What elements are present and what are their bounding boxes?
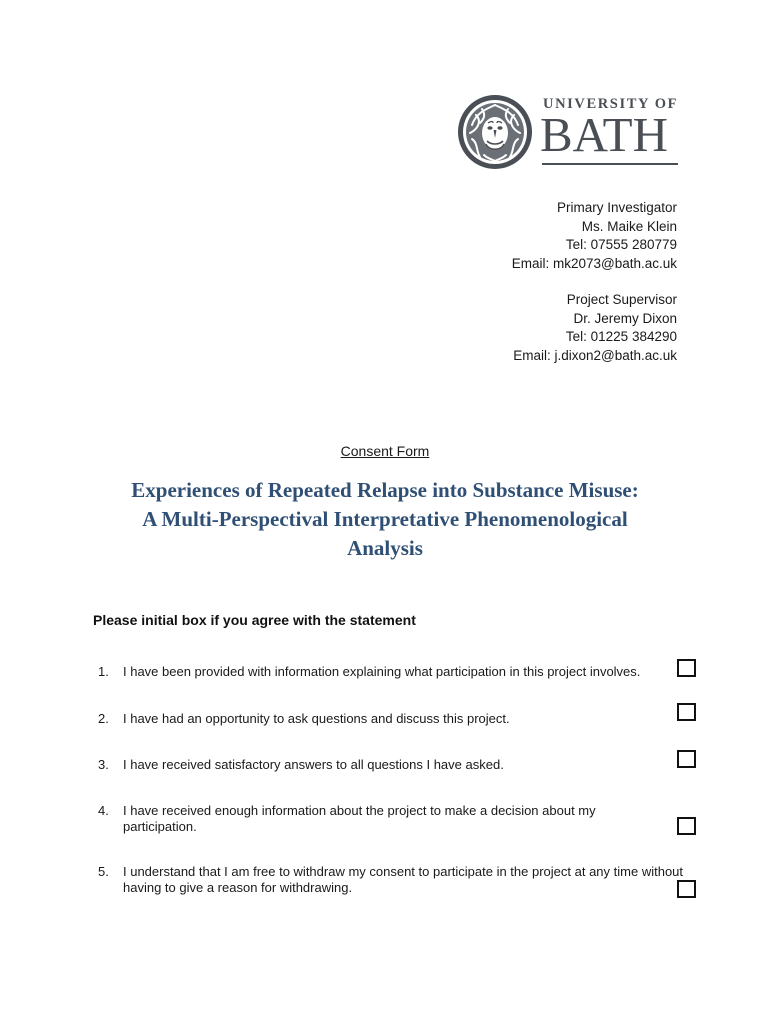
- contact-name: Ms. Maike Klein: [581, 218, 677, 234]
- logo-text-university-of: UNIVERSITY OF: [543, 96, 679, 112]
- consent-checkbox-3[interactable]: [677, 750, 696, 768]
- consent-checkbox-5[interactable]: [677, 880, 696, 898]
- statement-text: I have had an opportunity to ask questions and discuss this project.: [123, 711, 510, 726]
- contact-role: Project Supervisor: [566, 292, 677, 307]
- logo-text-bath: BATH: [540, 107, 668, 162]
- statement-number: 4.: [98, 803, 109, 818]
- statement-text: I have received satisfactory answers to all questions I have asked.: [123, 757, 504, 772]
- study-title: [70, 476, 700, 563]
- contact-email: Email: mk2073@bath.ac.uk: [511, 255, 677, 271]
- study-title-line: A Multi-Perspectival Interpretative Phenomenological: [142, 507, 628, 531]
- statement-text: I understand that I am free to withdraw my consent to participate in the project at any time without having to give a reason for withdrawing.: [123, 864, 684, 895]
- contact-name: Dr. Jeremy Dixon: [573, 310, 677, 326]
- primary-investigator-block: [317, 199, 677, 273]
- statement-number: 5.: [98, 864, 109, 879]
- study-title-line: Experiences of Repeated Relapse into Substance Misuse:: [131, 478, 639, 502]
- statement-text: I have received enough information about the project to make a decision about my participation.: [123, 803, 596, 834]
- statement-number: 2.: [98, 711, 109, 726]
- contact-email: Email: j.dixon2@bath.ac.uk: [513, 347, 677, 363]
- statement-number: 1.: [98, 664, 109, 679]
- contact-details: [317, 199, 677, 365]
- contact-tel: Tel: 01225 384290: [565, 329, 677, 344]
- consent-checkbox-1[interactable]: [677, 659, 696, 677]
- university-logo: [456, 93, 680, 171]
- contact-role: Primary Investigator: [556, 200, 677, 215]
- contact-tel: Tel: 07555 280779: [565, 237, 677, 252]
- consent-form-heading: Consent Form: [340, 443, 430, 459]
- consent-checkbox-2[interactable]: [677, 703, 696, 721]
- bath-seal-icon: [456, 93, 534, 171]
- study-title-line: Analysis: [347, 536, 423, 560]
- statement-text: I have been provided with information explaining what participation in this project involves.: [123, 664, 641, 679]
- instruction-text: Please initial box if you agree with the statement: [93, 612, 416, 628]
- project-supervisor-block: [317, 291, 677, 365]
- consent-checkbox-4[interactable]: [677, 817, 696, 835]
- statement-number: 3.: [98, 757, 109, 772]
- logo-rule: [542, 163, 678, 165]
